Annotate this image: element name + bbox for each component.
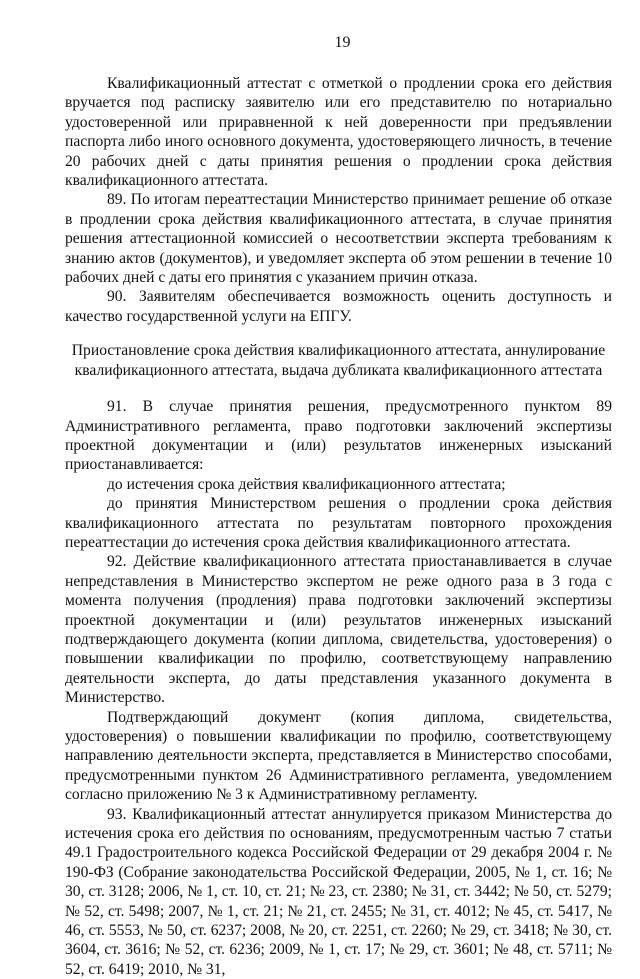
paragraph-91: 91. В случае принятия решения, предусмотренного пунктом 89 Административного регламента, право подготовки заключений экспертизы проектной документации и (или) результатов инженерных изысканий приостанавливается: xyxy=(65,398,612,474)
section-heading-line-1: Приостановление срока действия квалификационного аттестата, аннулирование xyxy=(71,342,606,360)
paragraph-92: 92. Действие квалификационного аттестата приостанавливается в случае непредставления в Министерство экспертом не реже одного раза в 3 года с момента получения (продления) права подготовки заключений экспертизы проектной документации и (или) результатов инженерных изысканий подтверждающего документа (копии диплома, свидетельства, удостоверения) о повышении квалификации по профилю, соответствующему направлению деятельности эксперта, до даты представления указанного документа в Министерство. xyxy=(65,553,612,707)
paragraph-92-continuation: Подтверждающий документ (копия диплома, свидетельства, удостоверения) о повышении квалификации по профилю, соответствующему направлению деятельности эксперта, представляется в Министерство способами, предусмотренными пунктом 26 Административного регламента, уведомлением согласно приложению № 3 к Административному регламенту. xyxy=(65,708,612,804)
paragraph-91-item-2: до принятия Министерством решения о продлении срока действия квалификационного аттестата по результатам повторного прохождения переаттестации до истечения срока действия квалификационного аттестата. xyxy=(65,495,612,551)
paragraph-89: 89. По итогам переаттестации Министерство принимает решение об отказе в продлении срока действия квалификационного аттестата, в случае принятия решения аттестационной комиссией о несоответствии эксперта требованиям к знанию актов (документов), и уведомляет эксперта об этом решении в течение 10 рабочих дней с даты его принятия с указанием причин отказа. xyxy=(65,191,612,287)
paragraph-91-item-1: до истечения срока действия квалификационного аттестата; xyxy=(107,475,506,493)
paragraph-90: 90. Заявителям обеспечивается возможность оценить доступность и качество государственной услуги на ЕПГУ. xyxy=(65,288,612,325)
section-heading-line-2: квалификационного аттестата, выдача дубликата квалификационного аттестата xyxy=(74,361,603,379)
paragraph-88-continuation: Квалификационный аттестат с отметкой о продлении срока его действия вручается под расписку заявителю или его представителю по нотариально удостоверенной или приравненной к ней доверенности при предъявлении паспорта либо иного основного документа, удостоверяющего личность, в течение 20 рабочих дней с даты принятия решения о продлении срока действия квалификационного аттестата. xyxy=(65,75,612,190)
paragraph-93: 93. Квалификационный аттестат аннулируется приказом Министерства до истечения срока его действия по основаниям, предусмотренным частью 7 статьи 49.1 Градостроительного кодекса Российской Федерации от 29 декабря 2004 г. № 190-ФЗ (Собрание законодательства Российской Федерации, 2005, № 1, ст. 16; № 30, ст. 3128; 2006, № 1, ст. 10, ст. 21; № 23, ст. 2380; № 31, ст. 3442; № 50, ст. 5279; № 52, ст. 5498; 2007, № 1, ст. 21; № 21, ст. 2455; № 31, ст. 4012; № 45, ст. 5417, № 46, ст. 5553, № 50, ст. 6237; 2008, № 20, ст. 2251, ст. 2260; № 29, ст. 3418; № 30, ст. 3604, ст. 3616; № 52, ст. 6236; 2009, № 1, ст. 17; № 29, ст. 3601; № 48, ст. 5711; № 52, ст. 6419; 2010, № 31, xyxy=(65,805,612,978)
section-heading xyxy=(65,341,612,380)
page-number: 19 xyxy=(334,34,351,51)
